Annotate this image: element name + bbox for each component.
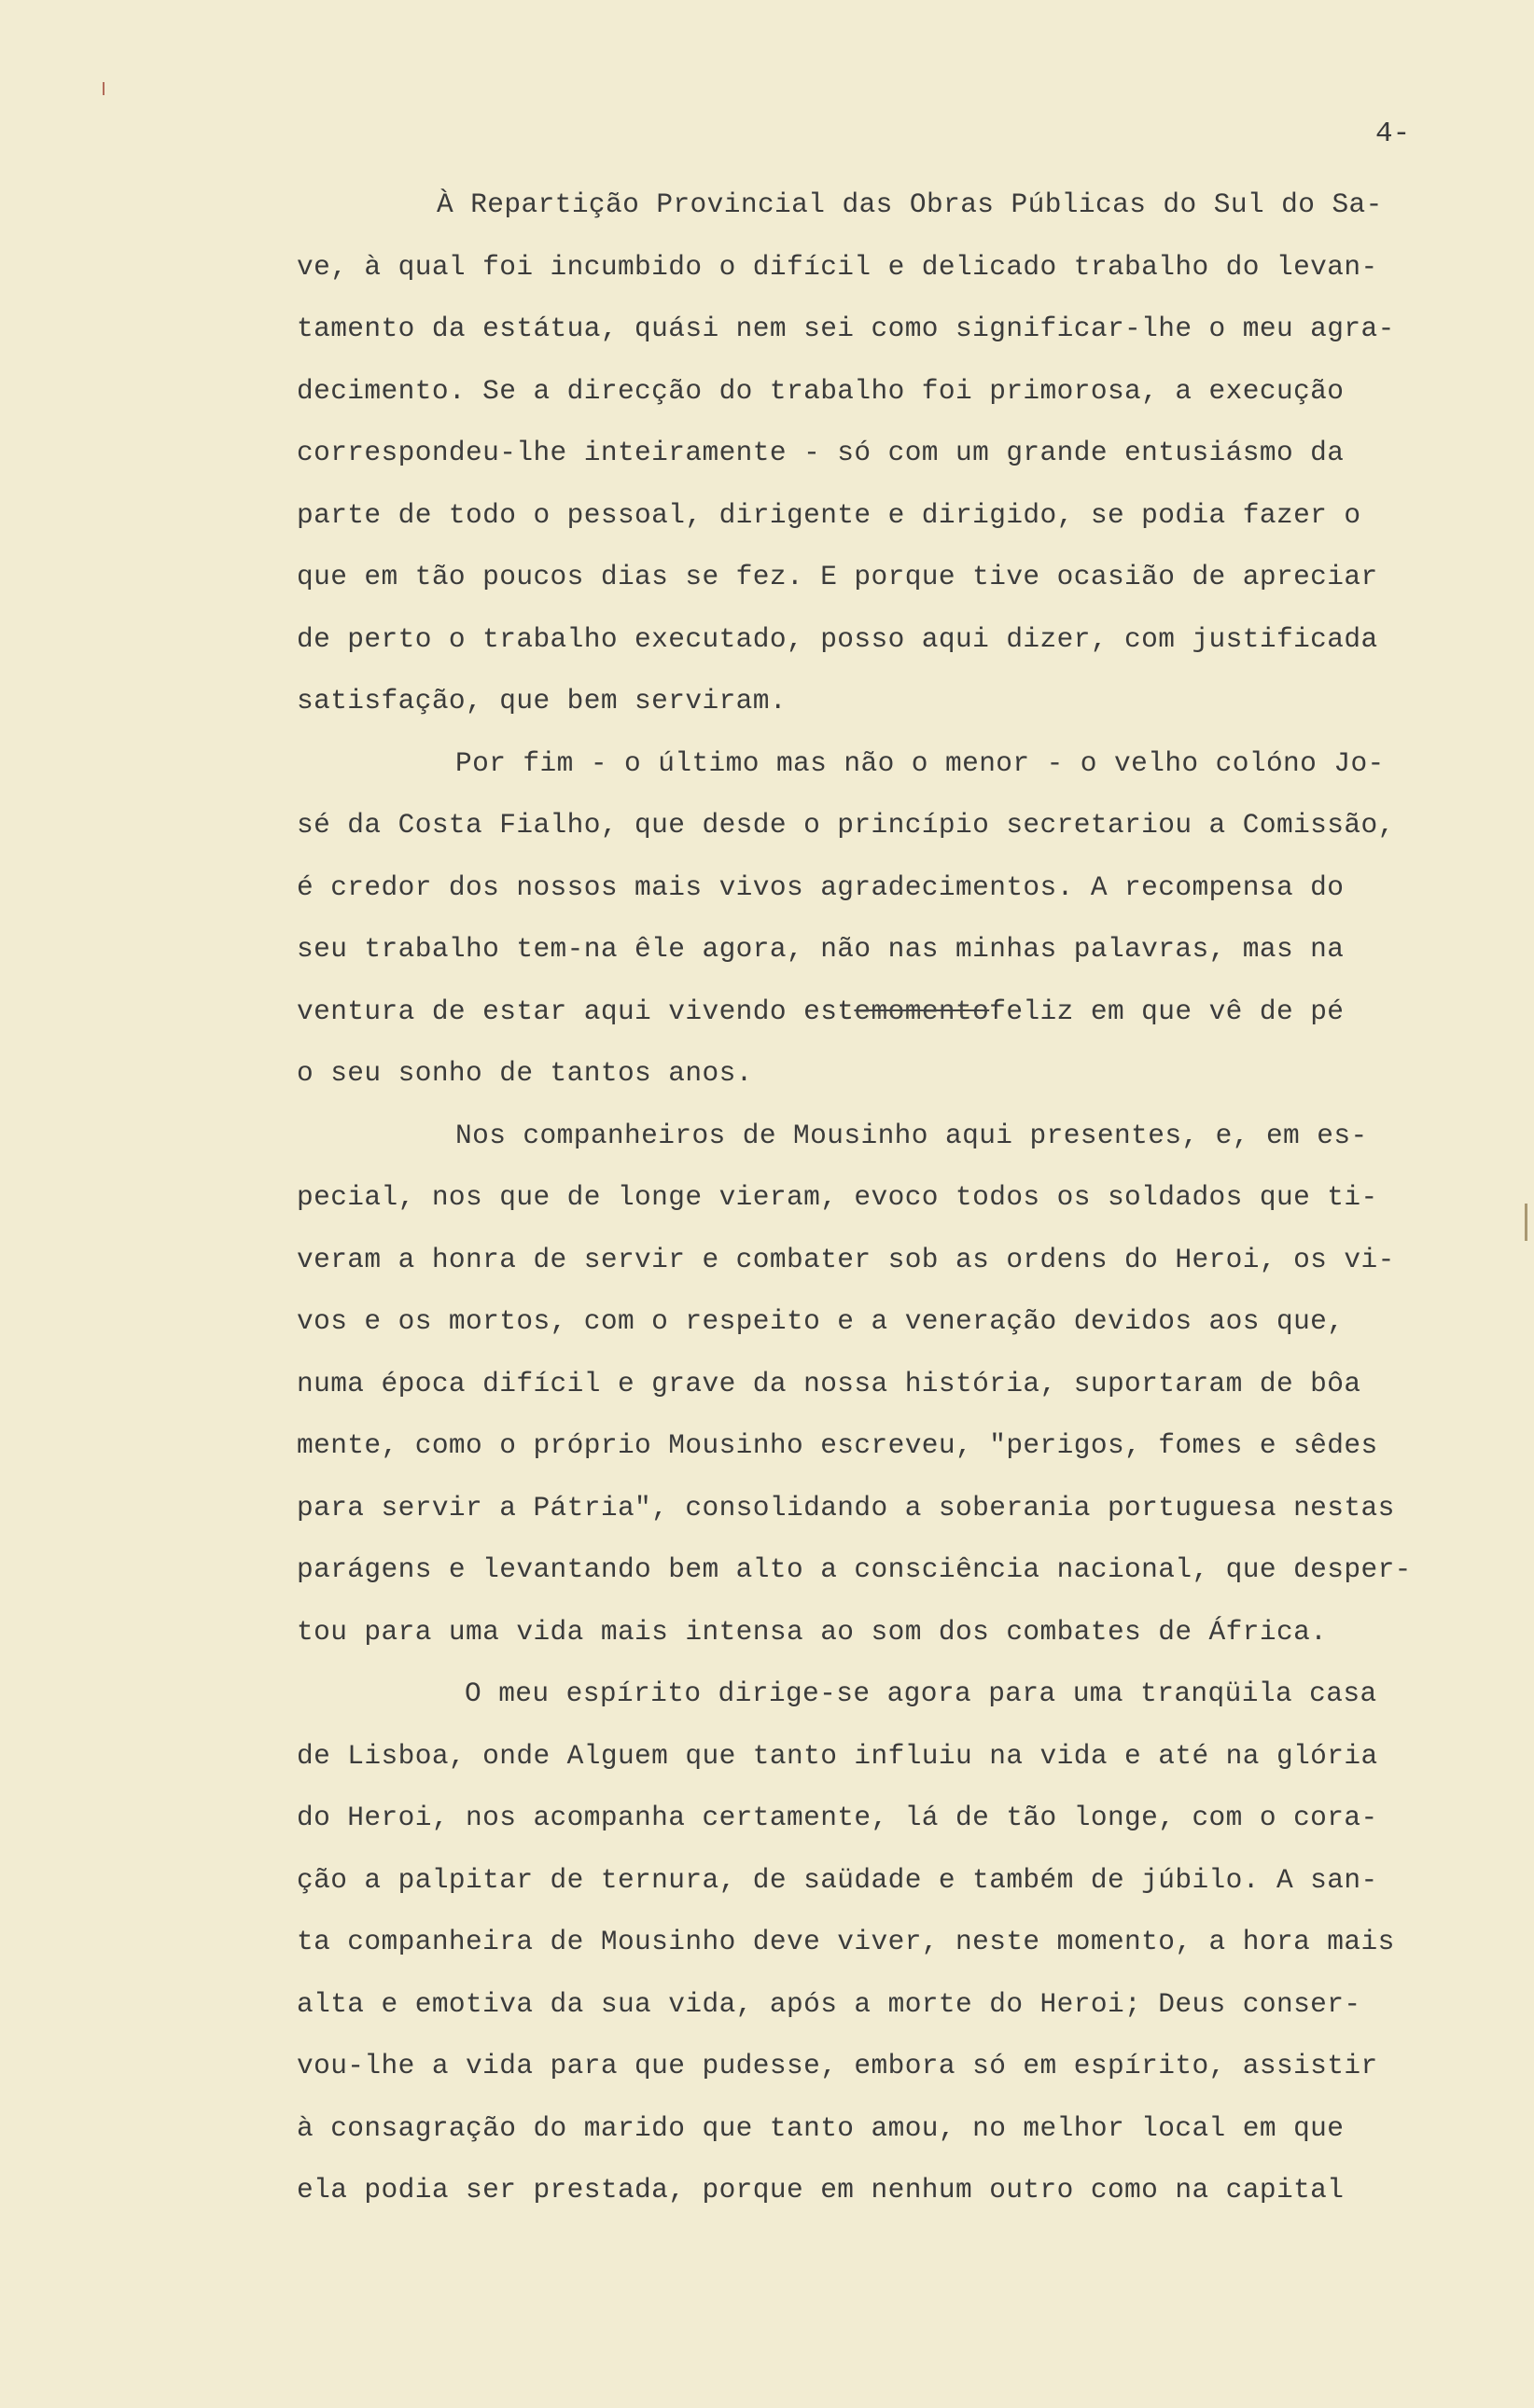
text-line: seu trabalho tem-na êle agora, não nas minhas palavras, mas na (297, 933, 1345, 965)
text-line: ve, à qual foi incumbido o difícil e delicado trabalho do levan- (297, 250, 1378, 283)
paragraph-1 (297, 174, 1528, 732)
struck-text: emomento (854, 995, 990, 1027)
text-line: mente, como o próprio Mousinho escreveu, "perigos, fomes e sêdes (297, 1429, 1378, 1461)
page-number: 4- (1375, 118, 1411, 150)
text-line: Nos companheiros de Mousinho aqui presentes, e, em es- (455, 1119, 1368, 1151)
text-line: é credor dos nossos mais vivos agradecimentos. A recompensa do (297, 870, 1345, 903)
typewritten-body (297, 174, 1528, 2221)
text-line: do Heroi, nos acompanha certamente, lá de tão longe, com o cora- (297, 1802, 1378, 1833)
text-line: parte de todo o pessoal, dirigente e dirigido, se podia fazer o (297, 498, 1361, 531)
text-line: tou para uma vida mais intensa ao som dos combates de África. (297, 1615, 1328, 1648)
text-line: À Repartição Provincial das Obras Públicas do Sul do Sa- (437, 188, 1383, 220)
text-line: sé da Costa Fialho, que desde o princípio secretariou a Comissão, (297, 809, 1395, 841)
text-line: Por fim - o último mas não o menor - o velho colóno Jo- (455, 746, 1385, 779)
text-line: o seu sonho de tantos anos. (297, 1057, 753, 1089)
text-after-strike: feliz em que vê de pé (989, 995, 1345, 1027)
text-line: alta e emotiva da sua vida, após a morte do Heroi; Deus conser- (297, 1987, 1361, 2020)
text-line: correspondeu-lhe inteiramente - só com um grande entusiásmo da (297, 437, 1345, 468)
text-line: de perto o trabalho executado, posso aqui dizer, com justificada (297, 622, 1378, 655)
text-line: ta companheira de Mousinho deve viver, neste momento, a hora mais (297, 1926, 1395, 1957)
paragraph-4 (297, 1663, 1528, 2221)
text-line: decimento. Se a direcção do trabalho foi primorosa, a execução (297, 374, 1345, 407)
text-line: ela podia ser prestada, porque em nenhum outro como na capital (297, 2174, 1345, 2206)
text-line: veram a honra de servir e combater sob as ordens do Heroi, os vi- (297, 1243, 1395, 1275)
text-line-with-strikeout (297, 981, 1528, 1043)
text-before-strike: ventura de estar aqui vivendo est (297, 995, 855, 1027)
ink-mark (103, 82, 105, 95)
text-line: O meu espírito dirige-se agora para uma tranqüila casa (465, 1677, 1377, 1709)
paragraph-2 (297, 732, 1528, 1105)
text-line: parágens e levantando bem alto a consciência nacional, que desper- (297, 1553, 1412, 1585)
text-line: satisfação, que bem serviram. (297, 685, 787, 717)
text-line: para servir a Pátria", consolidando a soberania portuguesa nestas (297, 1491, 1395, 1524)
text-line: à consagração do marido que tanto amou, no melhor local em que (297, 2111, 1345, 2144)
text-line: tamento da estátua, quási nem sei como significar-lhe o meu agra- (297, 313, 1395, 344)
text-line: vos e os mortos, com o respeito e a veneração devidos aos que, (297, 1305, 1345, 1337)
text-line: vou-lhe a vida para que pudesse, embora só em espírito, assistir (297, 2050, 1378, 2081)
text-line: que em tão poucos dias se fez. E porque tive ocasião de apreciar (297, 561, 1378, 592)
text-line: ção a palpitar de ternura, de saüdade e também de júbilo. A san- (297, 1863, 1378, 1896)
paragraph-3 (297, 1105, 1528, 1663)
text-line: pecial, nos que de longe vieram, evoco todos os soldados que ti- (297, 1181, 1378, 1213)
text-line: numa época difícil e grave da nossa história, suportaram de bôa (297, 1367, 1361, 1399)
text-line: de Lisboa, onde Alguem que tanto influiu na vida e até na glória (297, 1739, 1378, 1772)
